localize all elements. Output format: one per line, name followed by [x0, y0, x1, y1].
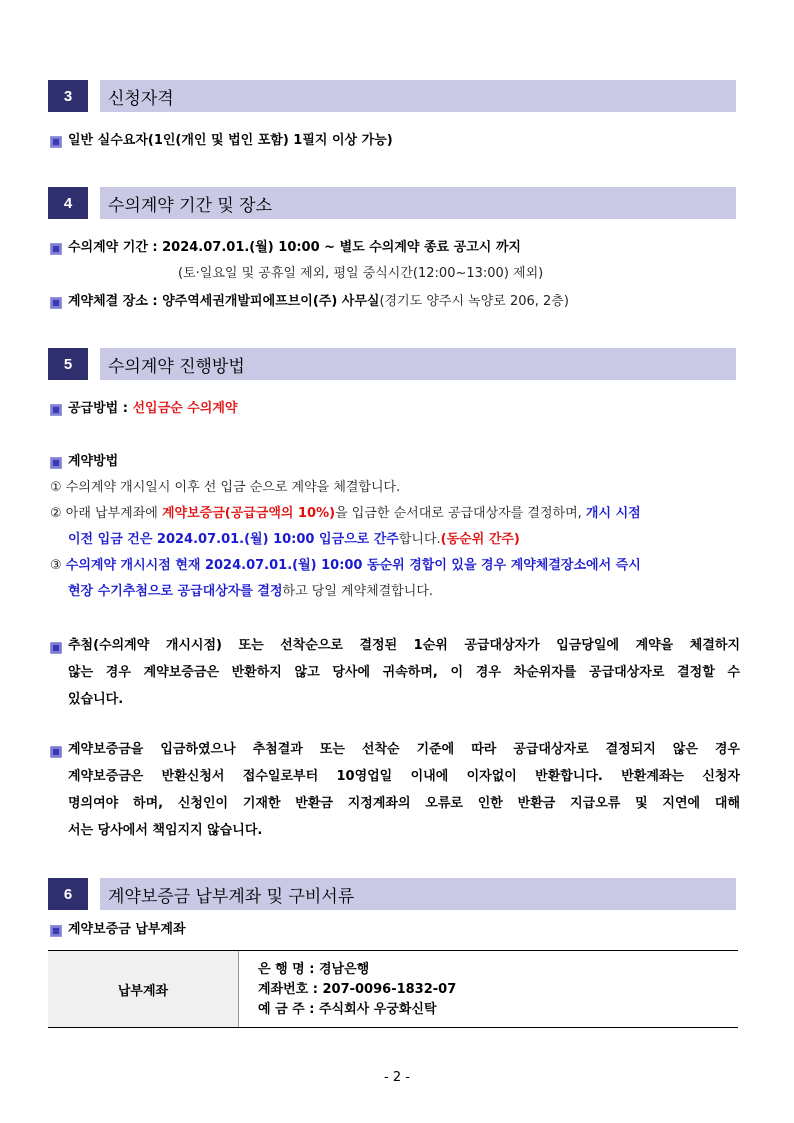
- method-1: ① 수의계약 개시일시 이후 선 입금 순으로 계약을 체결합니다.: [50, 480, 401, 495]
- section-title: 계약보증금 납부계좌 및 구비서류: [100, 878, 736, 910]
- m2-c: 을 입금한 순서대로 공급대상자를 결정하며,: [335, 506, 586, 521]
- p2-line: 계약보증금을 입금하였으나 추첨결과 또는 선착순 기준에 따라 공급대상자로 결정되지 않은 경우: [68, 742, 740, 757]
- m3-d: 하고 당일 계약체결합니다.: [282, 584, 434, 599]
- p1-line: 추첨(수의계약 개시시점) 또는 선착순으로 결정된 1순위 공급대상자가 입금당일에 계약을 체결하지: [68, 638, 740, 653]
- place-label: 계약체결 장소 : 양주역세권개발피에프브이(주) 사무실: [68, 294, 380, 309]
- supply-label: 공급방법 :: [68, 401, 133, 416]
- supply-value: 선입금순 수의계약: [132, 401, 238, 416]
- square-bullet-icon: [50, 404, 62, 416]
- account-label: 납부계좌: [48, 951, 239, 1027]
- method-title: 계약방법: [68, 454, 119, 469]
- page-number: - 2 -: [384, 1070, 410, 1085]
- place-text: [68, 293, 569, 311]
- m2-a: ② 아래 납부계좌에: [50, 506, 162, 521]
- section-6-header: [48, 878, 736, 910]
- account-holder: 예 금 주 : 주식회사 우궁화신탁: [258, 1002, 437, 1017]
- square-bullet-icon: [50, 297, 62, 309]
- m3-b: 수의계약 개시시점 현재 2024.07.01.(월) 10:00 동순위 경합이 있을 경우 계약체결장소에서 즉시: [65, 558, 641, 573]
- p2-line: 계약보증금은 반환신청서 접수일로부터 10영업일 이내에 이자없이 반환합니다. 반환계좌는 신청자: [68, 769, 740, 784]
- square-bullet-icon: [50, 457, 62, 469]
- square-bullet-icon: [50, 243, 62, 255]
- m2-f: 합니다.: [398, 532, 441, 547]
- paragraph-lottery: [68, 632, 740, 713]
- account-number: 계좌번호 : 207-0096-1832-07: [258, 982, 457, 997]
- place-address: (경기도 양주시 녹양로 206, 2층): [379, 294, 569, 309]
- m2-d: 개시 시점: [585, 506, 641, 521]
- section-number: 3: [48, 80, 88, 112]
- supply-method: [68, 400, 237, 418]
- p2-line: 명의여야 하며, 신청인이 기재한 반환금 지정계좌의 오류로 인한 반환금 지급오류 및 지연에 대해: [68, 796, 740, 811]
- account-table: [48, 950, 738, 1028]
- method-3: [50, 557, 641, 575]
- method-2-cont: [68, 531, 520, 549]
- account-subtitle: 계약보증금 납부계좌: [68, 922, 186, 937]
- m2-g: (동순위 간주): [440, 532, 520, 547]
- bank-name: 은 행 명 : 경남은행: [258, 962, 370, 977]
- m2-e: 이전 입금 건은 2024.07.01.(월) 10:00 입금으로 간주: [68, 532, 399, 547]
- square-bullet-icon: [50, 642, 62, 654]
- eligibility-text: 일반 실수요자(1인(개인 및 법인 포함) 1필지 이상 가능): [68, 133, 393, 148]
- section-5-header: [48, 348, 736, 380]
- method-2: [50, 505, 641, 523]
- m2-b: 계약보증금(공급금액의 10%): [161, 506, 336, 521]
- p1-line: 있습니다.: [68, 692, 124, 707]
- period-text: 수의계약 기간 : 2024.07.01.(월) 10:00 ~ 별도 수의계약 종료 공고시 까지: [68, 240, 521, 255]
- square-bullet-icon: [50, 136, 62, 148]
- section-number: 6: [48, 878, 88, 910]
- section-3-header: [48, 80, 736, 112]
- section-4-header: [48, 187, 736, 219]
- section-title: 신청자격: [100, 80, 736, 112]
- square-bullet-icon: [50, 746, 62, 758]
- section-title: 수의계약 기간 및 장소: [100, 187, 736, 219]
- method-3-cont: [68, 583, 433, 601]
- paragraph-refund: [68, 736, 740, 844]
- section-number: 5: [48, 348, 88, 380]
- section-title: 수의계약 진행방법: [100, 348, 736, 380]
- m3-a: ③: [50, 558, 66, 573]
- period-note: (토·일요일 및 공휴일 제외, 평일 중식시간(12:00~13:00) 제외): [178, 266, 544, 281]
- p2-line: 서는 당사에서 책임지지 않습니다.: [68, 823, 263, 838]
- p1-line: 않는 경우 계약보증금은 반환하지 않고 당사에 귀속하며, 이 경우 차순위자를 공급대상자로 결정할 수: [68, 665, 740, 680]
- section-number: 4: [48, 187, 88, 219]
- square-bullet-icon: [50, 925, 62, 937]
- m3-c: 현장 수기추첨으로 공급대상자를 결정: [68, 584, 283, 599]
